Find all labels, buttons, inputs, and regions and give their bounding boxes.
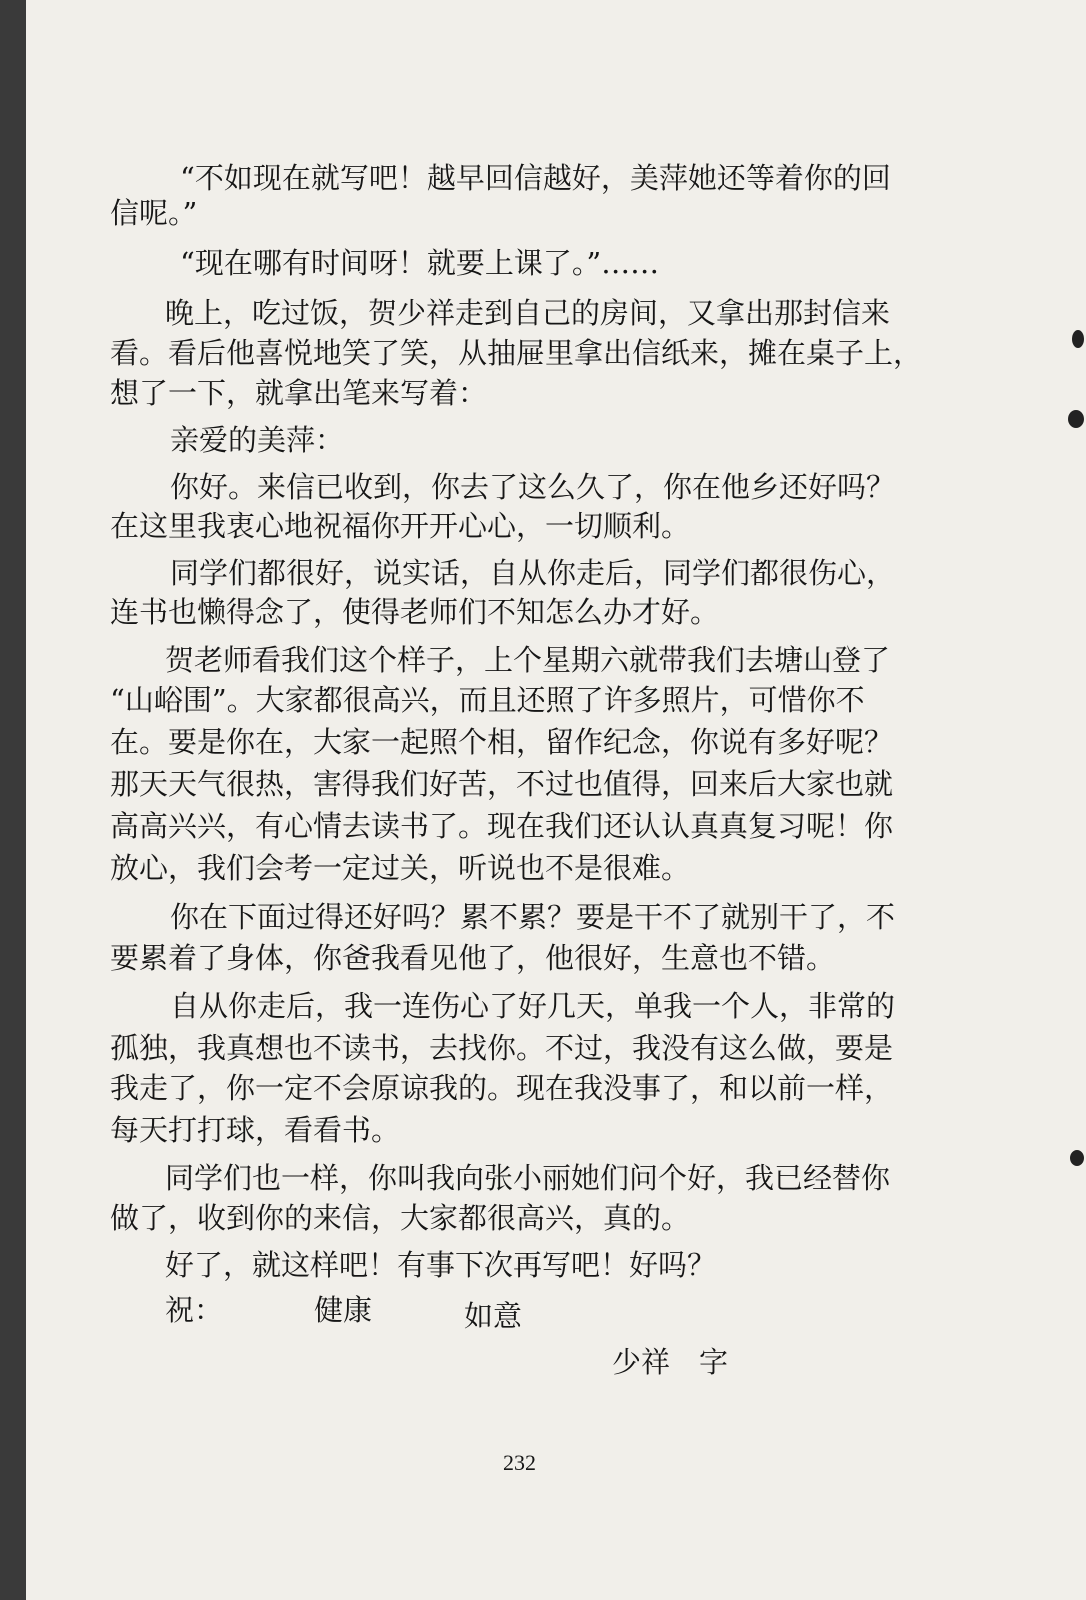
text-line-8: 你好。来信已收到，你去了这么久了，你在他乡还好吗？ <box>170 470 896 504</box>
text-line-1: “不如现在就写吧！越早回信越好，美萍她还等着你的回 <box>180 161 891 195</box>
text-line-23: 每天打打球，看看书。 <box>110 1113 401 1147</box>
text-line-15: 那天天气很热，害得我们好苦，不过也值得，回来后大家也就 <box>110 767 894 801</box>
text-line-3: “现在哪有时间呀！就要上课了。”…… <box>180 246 660 280</box>
text-line-20: 自从你走后，我一连伤心了好几天，单我一个人，非常的 <box>170 989 896 1023</box>
text-line-5: 看。看后他喜悦地笑了笑，从抽屉里拿出信纸来，摊在桌子上， <box>110 336 923 370</box>
scan-speck <box>1068 410 1084 428</box>
scan-speck <box>1070 1150 1084 1166</box>
text-line-22: 我走了，你一定不会原谅我的。现在我没事了，和以前一样， <box>110 1071 894 1105</box>
text-line-17: 放心，我们会考一定过关，听说也不是很难。 <box>110 851 691 885</box>
signature: 少祥 字 <box>612 1345 729 1379</box>
text-line-7: 亲爱的美萍： <box>170 423 345 457</box>
text-line-12: 贺老师看我们这个样子，上个星期六就带我们去塘山登了 <box>165 643 891 677</box>
text-line-18: 你在下面过得还好吗？累不累？要是干不了就别干了，不 <box>170 900 896 934</box>
text-line-11: 连书也懒得念了，使得老师们不知怎么办才好。 <box>110 595 720 629</box>
text-line-24: 同学们也一样，你叫我向张小丽她们问个好，我已经替你 <box>165 1161 891 1195</box>
page-number: 232 <box>503 1450 536 1475</box>
closing-wish-label: 祝： <box>165 1293 224 1327</box>
text-line-6: 想了一下，就拿出笔来写着： <box>110 376 488 410</box>
text-line-25: 做了，收到你的来信，大家都很高兴，真的。 <box>110 1201 691 1235</box>
scan-speck <box>1072 330 1084 348</box>
text-line-19: 要累着了身体，你爸我看见他了，他很好，生意也不错。 <box>110 941 836 975</box>
page-left-edge-shadow <box>0 0 26 1600</box>
text-line-2: 信呢。” <box>110 196 198 230</box>
text-line-10: 同学们都很好，说实话，自从你走后，同学们都很伤心， <box>170 556 896 590</box>
text-line-16: 高高兴兴，有心情去读书了。现在我们还认认真真复习呢！你 <box>110 809 894 843</box>
text-line-4: 晚上，吃过饭，贺少祥走到自己的房间，又拿出那封信来 <box>165 296 891 330</box>
text-line-26: 好了，就这样吧！有事下次再写吧！好吗？ <box>165 1248 717 1282</box>
text-line-9: 在这里我衷心地祝福你开开心心，一切顺利。 <box>110 509 691 543</box>
text-line-13: “山峪围”。大家都很高兴，而且还照了许多照片，可惜你不 <box>110 683 865 717</box>
closing-wish-fortune: 如意 <box>464 1299 523 1333</box>
text-line-21: 孤独，我真想也不读书，去找你。不过，我没有这么做，要是 <box>110 1031 894 1065</box>
closing-wish-health: 健康 <box>314 1293 373 1327</box>
text-line-14: 在。要是你在，大家一起照个相，留作纪念，你说有多好呢？ <box>110 725 894 759</box>
